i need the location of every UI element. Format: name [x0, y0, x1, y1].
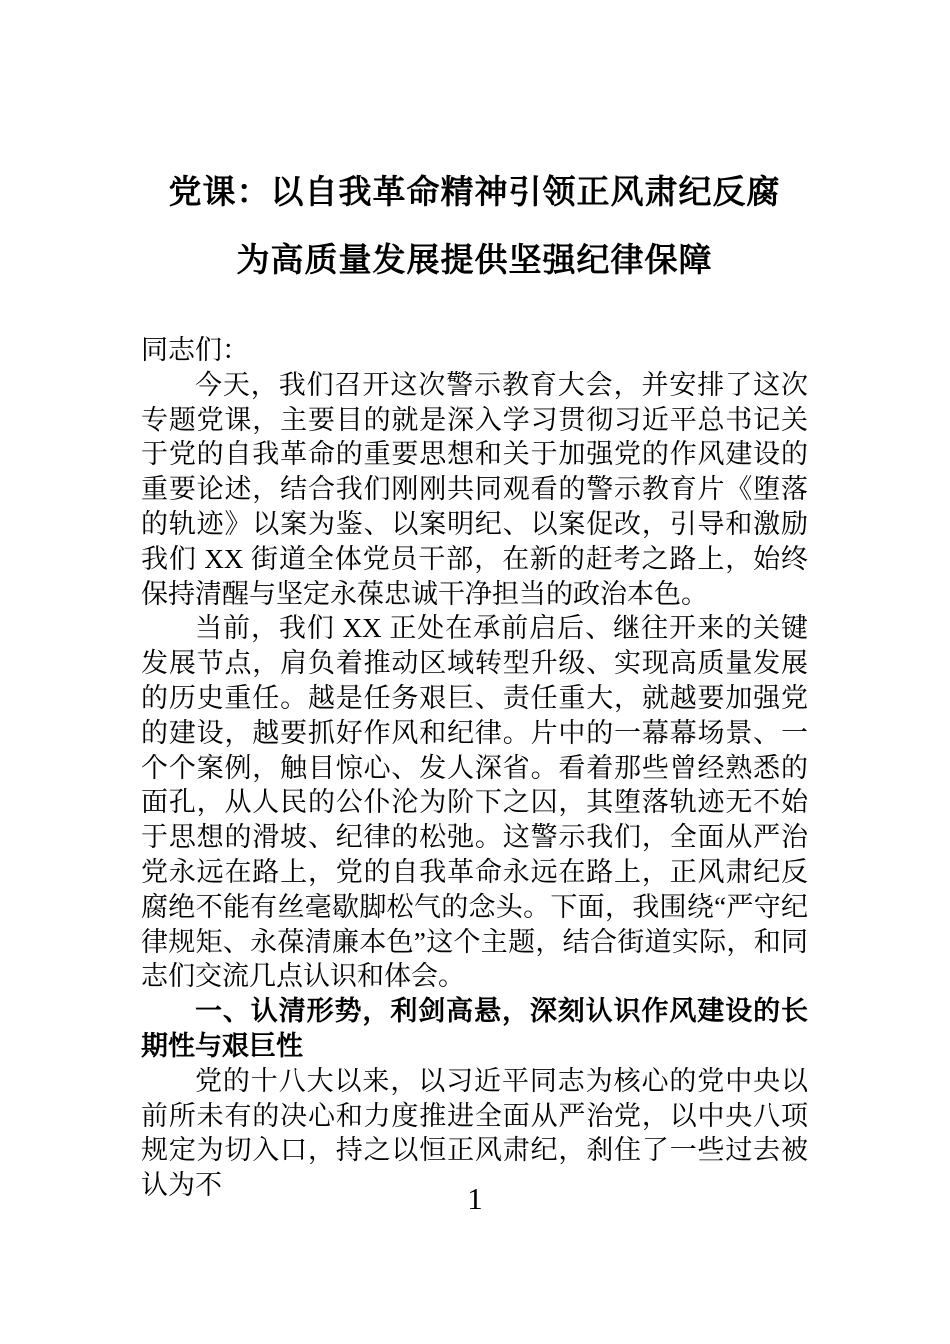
section-heading-1: 一、认清形势，利剑高悬，深刻认识作风建设的长期性与艰巨性	[141, 996, 808, 1061]
paragraph-3: 党的十八大以来，以习近平同志为核心的党中央以前所未有的决心和力度推进全面从严治党，以中央八项规定为切入口，持之以恒正风肃纪，刹住了一些过去被认为不	[141, 1065, 808, 1201]
title-line-2: 为高质量发展提供坚强纪律保障	[236, 243, 713, 279]
page-number: 1	[467, 1181, 483, 1216]
document-body	[141, 333, 808, 1203]
paragraph-1: 今天，我们召开这次警示教育大会，并安排了这次专题党课，主要目的就是深入学习贯彻习近平总书记关于党的自我革命的重要思想和关于加强党的作风建设的重要论述，结合我们刚刚共同观看的警示教育片《堕落的轨迹》以案为鉴、以案明纪、以案促改，引导和激励我们 XX 街道全体党员干部，在新的赶考之路上，始终保持清醒与坚定永葆忠诚干净担当的政治本色。	[141, 369, 808, 609]
paragraph-2: 当前，我们 XX 正处在承前启后、继往开来的关键发展节点，肩负着推动区域转型升级、实现高质量发展的历史重任。越是任务艰巨、责任重大，就越要加强党的建设，越要抓好作风和纪律。片中的一幕幕场景、一个个案例，触目惊心、发人深省。看着那些曾经熟悉的面孔，从人民的公仆沦为阶下之囚，其堕落轨迹无不始于思想的滑坡、纪律的松弛。这警示我们，全面从严治党永远在路上，党的自我革命永远在路上，正风肃纪反腐绝不能有丝毫歇脚松气的念头。下面，我围绕“严守纪律规矩、永葆清廉本色”这个主题，结合街道实际，和同志们交流几点认识和体会。	[141, 613, 808, 992]
page-footer	[0, 1182, 950, 1216]
document-title	[141, 159, 808, 295]
salutation: 同志们：	[141, 335, 249, 365]
title-line-1: 党课：以自我革命精神引领正风肃纪反腐	[168, 175, 781, 211]
